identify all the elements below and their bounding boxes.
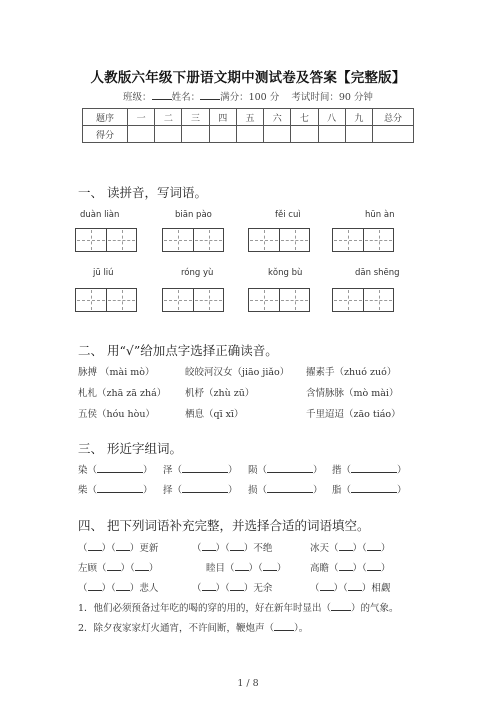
writing-grid[interactable] (162, 228, 224, 252)
answer-blank[interactable] (235, 560, 249, 571)
writing-grid[interactable] (75, 228, 137, 252)
reading-option[interactable]: 五侯（hóu hòu） (78, 409, 155, 420)
answer-blank[interactable] (331, 600, 351, 611)
score-cell[interactable] (128, 126, 155, 143)
answer-blank[interactable] (339, 540, 353, 551)
section4-heading: 四、 把下列词语补充完整，并选择合适的词语填空。 (78, 518, 370, 533)
pinyin-label: kǒng bù (268, 268, 303, 278)
idiom-item: （ ）（ ）更新 (78, 540, 158, 554)
answer-blank[interactable] (88, 580, 102, 591)
reading-option[interactable]: 栖息（qī xī） (185, 409, 244, 420)
score-cell[interactable] (236, 126, 263, 143)
answer-blank[interactable] (88, 540, 102, 551)
score-header-cell: 三 (182, 109, 209, 126)
score-cell[interactable] (318, 126, 345, 143)
full-score: 满分：100 分 (220, 92, 280, 103)
answer-blank[interactable] (230, 580, 244, 591)
exam-time: 考试时间：90 分钟 (291, 92, 373, 103)
idiom-item: 冰天（ ）（ ） (310, 540, 390, 554)
char-compare-item: 陨（ ） (248, 462, 323, 476)
score-table-score-row (83, 126, 414, 143)
answer-blank[interactable] (202, 540, 216, 551)
section2-heading: 二、 用“√”给加点字选择正确读音。 (78, 343, 278, 358)
score-cell[interactable] (291, 126, 318, 143)
writing-grid[interactable] (75, 288, 137, 312)
answer-blank[interactable] (267, 482, 313, 493)
score-table-header-row (83, 109, 414, 126)
question-2: 2．除夕夜家家灯火通宵，不许间断，鞭炮声（ ）。 (78, 620, 308, 634)
answer-blank[interactable] (135, 560, 149, 571)
writing-grid[interactable] (162, 288, 224, 312)
score-header-cell: 四 (209, 109, 236, 126)
score-header-cell: 八 (318, 109, 345, 126)
answer-blank[interactable] (367, 540, 381, 551)
answer-blank[interactable] (351, 462, 397, 473)
answer-blank[interactable] (274, 620, 294, 631)
reading-option[interactable]: 含情脉脉（mò mài） (306, 388, 399, 399)
score-cell[interactable] (264, 126, 291, 143)
answer-blank[interactable] (116, 540, 130, 551)
answer-blank[interactable] (107, 560, 121, 571)
pinyin-label: duàn liàn (80, 210, 120, 220)
score-row-label: 得分 (83, 126, 128, 143)
idiom-item: （ ）（ ）悲人 (78, 580, 158, 594)
score-header-cell: 总分 (373, 109, 414, 126)
answer-blank[interactable] (320, 580, 334, 591)
score-header-cell: 六 (264, 109, 291, 126)
answer-blank[interactable] (267, 462, 313, 473)
pinyin-label: jū liú (93, 268, 114, 278)
answer-blank[interactable] (182, 462, 228, 473)
score-header-cell: 七 (291, 109, 318, 126)
score-table (82, 108, 414, 143)
class-blank[interactable] (152, 90, 172, 100)
writing-grid[interactable] (248, 228, 310, 252)
score-header-cell: 题序 (83, 109, 128, 126)
section1-heading: 一、 读拼音，写词语。 (78, 185, 207, 200)
answer-blank[interactable] (230, 540, 244, 551)
reading-option[interactable]: 机杼（zhù zū） (185, 388, 255, 399)
reading-option[interactable]: 擢素手（zhuó zuó） (306, 367, 397, 378)
answer-blank[interactable] (367, 560, 381, 571)
idiom-item: （ ）（ ）无余 (192, 580, 272, 594)
pinyin-label: róng yù (181, 268, 214, 278)
score-header-cell: 一 (128, 109, 155, 126)
score-cell[interactable] (155, 126, 182, 143)
name-blank[interactable] (200, 90, 220, 100)
char-compare-item: 泽（ ） (163, 462, 238, 476)
answer-blank[interactable] (263, 560, 277, 571)
answer-blank[interactable] (202, 580, 216, 591)
score-cell[interactable] (209, 126, 236, 143)
score-cell[interactable] (182, 126, 209, 143)
char-compare-item: 脂（ ） (332, 482, 407, 496)
char-compare-item: 择（ ） (163, 482, 238, 496)
writing-grid[interactable] (332, 228, 394, 252)
writing-grid[interactable] (248, 288, 310, 312)
answer-blank[interactable] (348, 580, 362, 591)
answer-blank[interactable] (351, 482, 397, 493)
question-1: 1．他们必须预备过年吃的喝的穿的用的，好在新年时显出（ ）的气象。 (78, 600, 399, 614)
pinyin-label: fěi cuì (275, 210, 301, 220)
reading-option[interactable]: 皎皎河汉女（jiāo jiǎo） (185, 367, 290, 378)
idiom-item: 高瞻（ ）（ ） (310, 560, 390, 574)
pinyin-label: hūn àn (365, 210, 395, 220)
answer-blank[interactable] (97, 462, 143, 473)
idiom-item: （ ）（ ）相觑 (310, 580, 390, 594)
score-header-cell: 五 (236, 109, 263, 126)
page-title: 人教版六年级下册语文期中测试卷及答案【完整版】 (90, 70, 406, 86)
char-compare-item: 染（ ） (78, 462, 153, 476)
page-number: 1 / 8 (237, 678, 259, 689)
pinyin-label: biān pào (175, 210, 212, 220)
score-cell[interactable] (345, 126, 372, 143)
score-cell[interactable] (373, 126, 414, 143)
pinyin-label: dān shēng (355, 268, 400, 278)
char-compare-item: 柴（ ） (78, 482, 153, 496)
score-header-cell: 二 (155, 109, 182, 126)
section3-heading: 三、 形近字组词。 (78, 441, 182, 456)
writing-grid[interactable] (332, 288, 394, 312)
idiom-item: 左顾（ ）（ ） (78, 560, 158, 574)
answer-blank[interactable] (339, 560, 353, 571)
answer-blank[interactable] (116, 580, 130, 591)
reading-option[interactable]: 札札（zhā zā zhá） (78, 388, 167, 399)
exam-info-line (0, 89, 496, 103)
reading-option[interactable]: 脉搏 （mài mò） (78, 367, 155, 378)
name-label: 姓名： (171, 92, 201, 103)
score-header-cell: 九 (345, 109, 372, 126)
answer-blank[interactable] (182, 482, 228, 493)
class-label: 班级： (123, 92, 152, 103)
char-compare-item: 揩（ ） (332, 462, 407, 476)
char-compare-item: 损（ ） (248, 482, 323, 496)
idiom-item: （ ）（ ）不绝 (192, 540, 272, 554)
idiom-item: 睦目（ ）（ ） (206, 560, 286, 574)
reading-option[interactable]: 千里迢迢（zāo tiáo） (306, 409, 401, 420)
answer-blank[interactable] (97, 482, 143, 493)
